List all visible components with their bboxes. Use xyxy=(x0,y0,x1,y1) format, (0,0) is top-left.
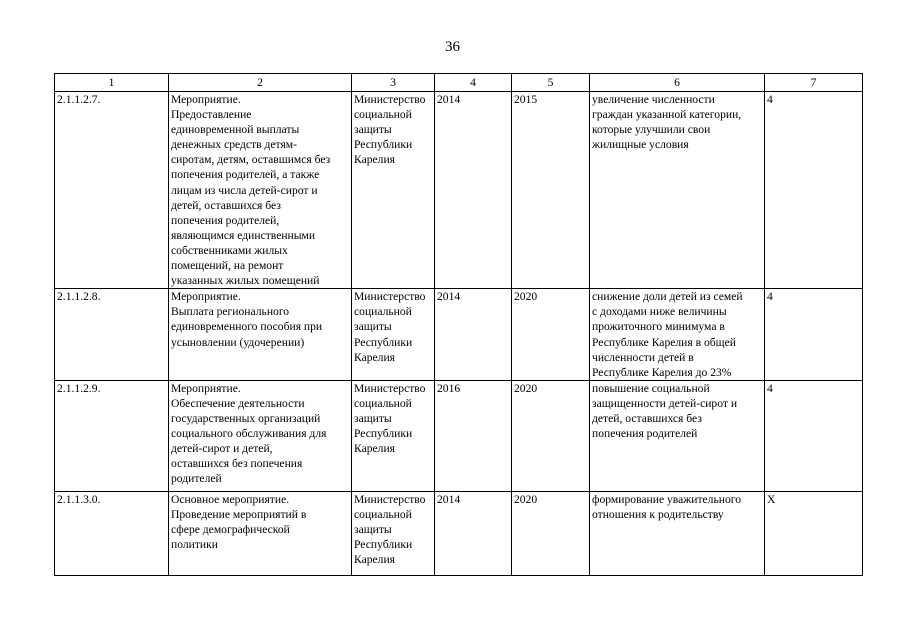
column-header: 6 xyxy=(590,74,765,92)
activity-end-year: 2020 xyxy=(512,289,590,381)
table-row xyxy=(55,491,863,575)
activity-ref: 4 xyxy=(765,92,863,289)
activity-start-year: 2016 xyxy=(435,380,512,491)
activity-name: Мероприятие. Обеспечение деятельности государственных организаций социального обслуживания для детей-сирот и детей, оставшихся без попечения родителей xyxy=(169,380,352,491)
table-row xyxy=(55,92,863,289)
activity-result: формирование уважительного отношения к родительству xyxy=(590,491,765,575)
activity-executor: Министерство социальной защиты Республики Карелия xyxy=(352,380,435,491)
activity-name: Мероприятие. Выплата регионального единовременного пособия при усыновлении (удочерении) xyxy=(169,289,352,381)
column-header: 4 xyxy=(435,74,512,92)
activity-end-year: 2020 xyxy=(512,380,590,491)
activity-name: Мероприятие. Предоставление единовременной выплаты денежных средств детям- сиротам, детям, оставшимся без попечения родителей, а также лицам из числа детей-сирот и детей, оставшихся без попечения родителей, являющимся единственными собственниками жилых помещений, на ремонт указанных жилых помещений xyxy=(169,92,352,289)
activity-ref: 4 xyxy=(765,380,863,491)
activity-code: 2.1.1.2.8. xyxy=(55,289,169,381)
column-header: 3 xyxy=(352,74,435,92)
activity-ref: Х xyxy=(765,491,863,575)
header-row xyxy=(55,74,863,92)
table-row xyxy=(55,289,863,381)
activity-start-year: 2014 xyxy=(435,289,512,381)
column-header: 5 xyxy=(512,74,590,92)
activity-executor: Министерство социальной защиты Республики Карелия xyxy=(352,92,435,289)
activity-code: 2.1.1.2.7. xyxy=(55,92,169,289)
activity-executor: Министерство социальной защиты Республики Карелия xyxy=(352,289,435,381)
activity-code: 2.1.1.3.0. xyxy=(55,491,169,575)
activity-executor: Министерство социальной защиты Республики Карелия xyxy=(352,491,435,575)
table-row xyxy=(55,380,863,491)
activity-end-year: 2015 xyxy=(512,92,590,289)
activity-start-year: 2014 xyxy=(435,92,512,289)
activity-result: снижение доли детей из семей с доходами ниже величины прожиточного минимума в Республике Карелия в общей численности детей в Республике Карелия до 23% xyxy=(590,289,765,381)
activity-name: Основное мероприятие. Проведение мероприятий в сфере демографической политики xyxy=(169,491,352,575)
activity-code: 2.1.1.2.9. xyxy=(55,380,169,491)
column-header: 7 xyxy=(765,74,863,92)
activity-end-year: 2020 xyxy=(512,491,590,575)
column-header: 2 xyxy=(169,74,352,92)
activity-result: повышение социальной защищенности детей-сирот и детей, оставшихся без попечения родителей xyxy=(590,380,765,491)
program-activities-table xyxy=(54,73,863,576)
activity-start-year: 2014 xyxy=(435,491,512,575)
column-header: 1 xyxy=(55,74,169,92)
activity-ref: 4 xyxy=(765,289,863,381)
activity-result: увеличение численности граждан указанной категории, которые улучшили свои жилищные условия xyxy=(590,92,765,289)
page-number: 36 xyxy=(445,39,460,55)
